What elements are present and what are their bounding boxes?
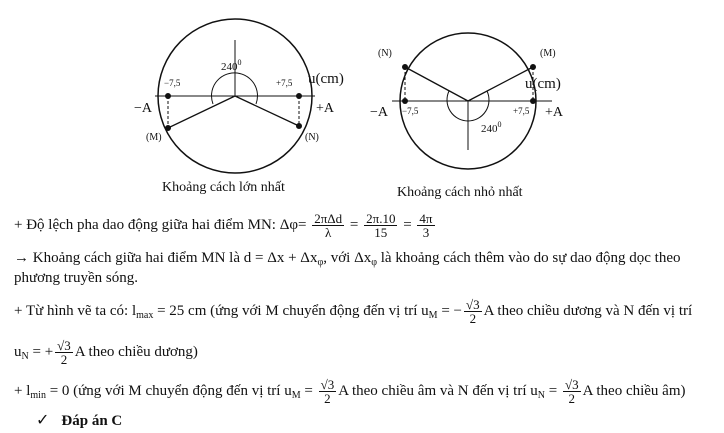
pos-value-label: +7,5 — [513, 106, 530, 116]
subscript: max — [136, 309, 154, 321]
text-segment: + l — [14, 382, 31, 399]
lmax-line-cont — [14, 339, 198, 367]
fraction: $\frac{√3}{2}$ — [57, 338, 71, 367]
point-n — [402, 64, 408, 70]
right-diagram — [370, 33, 564, 200]
subscript: M — [428, 309, 438, 321]
axis-label: u(cm) — [308, 71, 344, 87]
text-segment: A theo chiều dương) — [74, 343, 198, 360]
distance-formula-line-cont — [14, 268, 138, 288]
subscript: M — [291, 389, 301, 401]
checkmark-icon: ✓ — [36, 412, 50, 429]
n-label: (N) — [305, 132, 319, 143]
answer-label: Đáp án C — [61, 413, 123, 429]
subscript: min — [30, 389, 46, 401]
point-neg — [165, 93, 171, 99]
point-n — [296, 123, 302, 129]
lmax-line — [14, 298, 692, 326]
neg-a-label: −A — [370, 105, 389, 120]
fraction: $\frac{4\pi}{3}$ — [419, 211, 433, 240]
m-label: (M) — [540, 48, 556, 59]
neg-value-label: −7,5 — [402, 106, 419, 116]
text-segment: A theo chiều âm và N đến vị trí u — [338, 382, 538, 399]
radius-m — [168, 96, 235, 128]
text-segment: là khoảng cách thêm vào do sự dao động dọc theo — [377, 250, 681, 266]
radius-m — [468, 67, 533, 101]
fraction: $\frac{√3}{2}$ — [466, 297, 480, 326]
point-m — [165, 125, 171, 131]
angle-label: $240^0$ — [481, 120, 502, 135]
text-segment: + Độ lệch pha dao động giữa hai điểm MN: Δφ= — [14, 216, 307, 233]
point-pos — [296, 93, 302, 99]
text-segment: A theo chiều dương và N đến vị trí — [483, 302, 693, 319]
axis-label: u(cm) — [525, 76, 561, 92]
text-segment: , với Δx — [323, 250, 372, 266]
text-segment: → Khoảng cách giữa hai điểm MN là d = Δx + Δx — [14, 250, 318, 266]
text-segment: = + — [28, 343, 54, 360]
text-segment: phương truyền sóng. — [14, 270, 138, 286]
m-label: (M) — [146, 132, 162, 143]
text-segment: = 0 (ứng với M chuyển động đến vị trí u — [45, 382, 292, 399]
text-segment: = − — [437, 302, 462, 319]
circle-diagram-max — [0, 0, 724, 205]
answer-line — [36, 411, 122, 431]
angle-label: $240^0$ — [221, 58, 242, 73]
n-label: (N) — [378, 48, 392, 59]
text-segment: = — [403, 216, 412, 233]
left-diagram — [134, 19, 344, 195]
fraction: $\frac{√3}{2}$ — [564, 377, 579, 406]
pos-a-label: +A — [316, 101, 335, 116]
text-segment: = 25 cm (ứng với M chuyển động đến vị trí u — [153, 302, 429, 319]
text-segment: A theo chiều âm) — [582, 382, 686, 399]
text-segment: = — [300, 382, 317, 399]
radius-n — [405, 67, 468, 101]
radius-n — [235, 96, 299, 126]
text-segment: u — [14, 343, 22, 360]
subscript: N — [537, 389, 545, 401]
fraction: $\frac{2\pi.10}{15}$ — [366, 211, 396, 240]
point-pos — [530, 98, 536, 104]
text-segment: = — [349, 216, 359, 233]
point-neg — [402, 98, 408, 104]
caption-min: Khoảng cách nhỏ nhất — [397, 185, 523, 200]
pos-value-label: +7,5 — [276, 78, 293, 88]
fraction: $\frac{√3}{2}$ — [320, 377, 335, 406]
text-segment: = — [545, 382, 561, 399]
pos-a-label: +A — [545, 105, 564, 120]
lmin-line — [14, 378, 686, 406]
text-segment: + Từ hình vẽ ta có: l — [14, 302, 137, 319]
subscript: φ — [317, 257, 324, 268]
point-m — [530, 64, 536, 70]
neg-value-label: −7,5 — [164, 78, 181, 88]
phase-difference-line — [14, 212, 437, 239]
subscript: N — [21, 350, 29, 362]
fraction: $\frac{\text{2πΔd}}{\lambda}$ — [314, 211, 343, 240]
neg-a-label: −A — [134, 101, 153, 116]
subscript: φ — [371, 257, 378, 268]
caption-max: Khoảng cách lớn nhất — [162, 180, 285, 195]
